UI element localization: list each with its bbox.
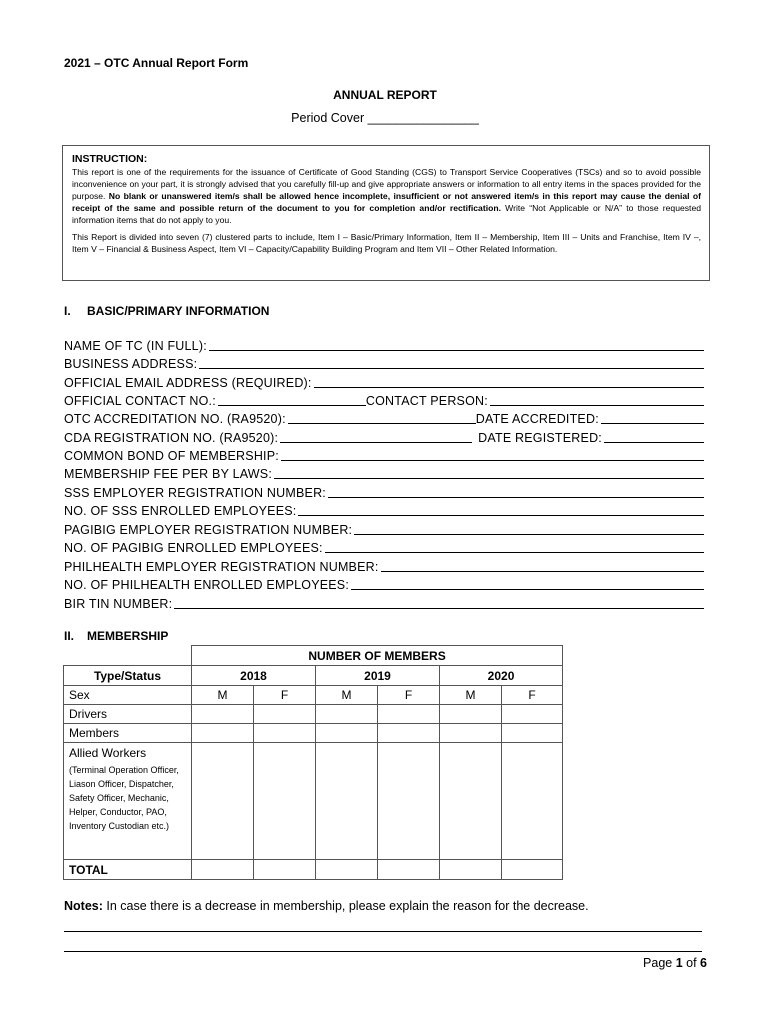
data-cell[interactable]: [316, 705, 378, 724]
field-label: CONTACT PERSON:: [365, 394, 488, 408]
number-of-members-header: NUMBER OF MEMBERS: [192, 646, 563, 666]
female-header: F: [254, 686, 316, 705]
data-cell[interactable]: [440, 705, 502, 724]
field-label: NAME OF TC (IN FULL):: [64, 339, 207, 353]
drivers-label: Drivers: [64, 705, 192, 724]
data-cell[interactable]: [440, 860, 502, 880]
table-corner: [64, 646, 192, 666]
data-cell[interactable]: [502, 860, 563, 880]
cda-registration-row: [64, 427, 704, 445]
instruction-paragraph-2: This Report is divided into seven (7) clustered parts to include, Item I – Basic/Primary Information, Item II – Membership, Item III – Units and Franchise, Item IV –, Item V – Financial & Business Aspect, Item VI – Capacity/Capability Building Program and Item VII – Other Related Information.: [72, 232, 701, 254]
field-label: BUSINESS ADDRESS:: [64, 357, 198, 371]
field-label: PHILHEALTH EMPLOYER REGISTRATION NUMBER:: [64, 560, 379, 574]
data-cell[interactable]: [502, 705, 563, 724]
notes: [64, 899, 589, 913]
page-of: of: [682, 956, 701, 970]
pagibig-enrolled-field[interactable]: [64, 537, 704, 555]
field-label: SSS EMPLOYER REGISTRATION NUMBER:: [64, 486, 326, 500]
pagibig-employer-field[interactable]: [64, 519, 704, 537]
instruction-box: [62, 145, 710, 281]
name-of-tc-field[interactable]: [64, 335, 704, 353]
business-address-field[interactable]: [64, 353, 704, 371]
field-label: BIR TIN NUMBER:: [64, 597, 173, 611]
sss-enrolled-field[interactable]: [64, 500, 704, 518]
page-word: Page: [643, 956, 676, 970]
allied-workers-note: (Terminal Operation Officer, Liason Officer, Dispatcher, Safety Officer, Mechanic, Helper, Conductor, PAO, Inventory Custodian etc.): [69, 765, 179, 831]
allied-workers-cell: [64, 743, 192, 860]
membership-table: [63, 645, 563, 880]
sss-employer-field[interactable]: [64, 482, 704, 500]
official-contact-field[interactable]: [218, 404, 366, 406]
male-header: M: [192, 686, 254, 705]
instruction-text: This report is one of the requirements for the issuance of Certificate of Good Standing (CGS) to Transport Service Cooperatives (TSCs) and so to avoid possible inconvenience on your part, it is strongly advised that you carefully fill-up and give appropriate answers or information to all entry items in the spaces provided for the purpose.: [72, 167, 701, 201]
female-header: F: [378, 686, 440, 705]
data-cell[interactable]: [316, 724, 378, 743]
instruction-paragraph-1: [72, 166, 701, 226]
members-label: Members: [64, 724, 192, 743]
female-header: F: [502, 686, 563, 705]
data-cell[interactable]: [378, 705, 440, 724]
data-cell[interactable]: [192, 724, 254, 743]
male-header: M: [316, 686, 378, 705]
data-cell[interactable]: [440, 724, 502, 743]
page-number: [643, 956, 707, 970]
cda-registration-field[interactable]: [280, 441, 472, 443]
data-cell[interactable]: [502, 724, 563, 743]
membership-fee-field[interactable]: [64, 463, 704, 481]
section-1-heading: [64, 304, 269, 318]
section-1-numeral: I.: [64, 304, 71, 318]
contact-person-field[interactable]: [490, 404, 704, 406]
otc-accreditation-row: [64, 408, 704, 426]
data-cell[interactable]: [378, 860, 440, 880]
field-label: OFFICIAL CONTACT NO.:: [64, 394, 216, 408]
section-2-numeral: II.: [64, 629, 75, 643]
data-cell[interactable]: [378, 724, 440, 743]
section-2-heading: [64, 629, 168, 643]
allied-workers-label: Allied Workers: [69, 746, 147, 760]
field-label: DATE REGISTERED:: [478, 431, 602, 445]
official-contact-row: [64, 390, 704, 408]
field-label: NO. OF PAGIBIG ENROLLED EMPLOYEES:: [64, 541, 323, 555]
common-bond-field[interactable]: [64, 445, 704, 463]
data-cell[interactable]: [192, 743, 254, 860]
field-label: NO. OF SSS ENROLLED EMPLOYEES:: [64, 504, 297, 518]
data-cell[interactable]: [192, 860, 254, 880]
table-row: [64, 860, 563, 880]
data-cell[interactable]: [440, 743, 502, 860]
period-cover-field[interactable]: Period Cover ________________: [291, 111, 479, 125]
sex-label: Sex: [64, 686, 192, 705]
year-header-2018: 2018: [192, 666, 316, 686]
instruction-heading: INSTRUCTION:: [72, 153, 148, 165]
data-cell[interactable]: [316, 860, 378, 880]
data-cell[interactable]: [254, 705, 316, 724]
instruction-text-tail: Write “Not Applicable or N/A” to those requested information items that do not apply to you.: [72, 203, 701, 225]
data-cell[interactable]: [378, 743, 440, 860]
data-cell[interactable]: [316, 743, 378, 860]
data-cell[interactable]: [192, 705, 254, 724]
notes-answer-line[interactable]: [64, 951, 702, 952]
otc-accreditation-field[interactable]: [288, 422, 476, 424]
philhealth-employer-field[interactable]: [64, 556, 704, 574]
table-row: [64, 724, 563, 743]
notes-label: Notes:: [64, 899, 103, 913]
notes-answer-line[interactable]: [64, 931, 702, 932]
bir-tin-field[interactable]: [64, 593, 704, 611]
table-row: [64, 705, 563, 724]
official-email-field[interactable]: [64, 372, 704, 390]
philhealth-enrolled-field[interactable]: [64, 574, 704, 592]
data-cell[interactable]: [254, 743, 316, 860]
male-header: M: [440, 686, 502, 705]
page-current: 1: [675, 956, 683, 970]
section-1-title: BASIC/PRIMARY INFORMATION: [87, 304, 270, 318]
field-label: DATE ACCREDITED:: [475, 412, 599, 426]
year-header-2020: 2020: [440, 666, 563, 686]
field-label: CDA REGISTRATION NO. (RA9520):: [64, 431, 279, 445]
notes-text: In case there is a decrease in membership, please explain the reason for the decrease.: [102, 899, 589, 913]
field-label: COMMON BOND OF MEMBERSHIP:: [64, 449, 279, 463]
section-2-title: MEMBERSHIP: [87, 629, 169, 643]
type-status-header: Type/Status: [64, 666, 192, 686]
field-label: OTC ACCREDITATION NO. (RA9520):: [64, 412, 286, 426]
date-accredited-field[interactable]: [601, 422, 704, 424]
data-cell[interactable]: [254, 724, 316, 743]
form-title: 2021 – OTC Annual Report Form: [64, 56, 249, 70]
field-label: MEMBERSHIP FEE PER BY LAWS:: [64, 467, 273, 481]
data-cell[interactable]: [254, 860, 316, 880]
field-label: OFFICIAL EMAIL ADDRESS (REQUIRED):: [64, 376, 312, 390]
table-row: [64, 743, 563, 860]
date-registered-field[interactable]: [604, 441, 704, 443]
page-total: 6: [700, 956, 707, 970]
report-title: ANNUAL REPORT: [333, 88, 437, 102]
total-label: TOTAL: [64, 860, 192, 880]
field-label: PAGIBIG EMPLOYER REGISTRATION NUMBER:: [64, 523, 353, 537]
year-header-2019: 2019: [316, 666, 440, 686]
field-label: NO. OF PHILHEALTH ENROLLED EMPLOYEES:: [64, 578, 350, 592]
data-cell[interactable]: [502, 743, 563, 860]
instruction-warning: No blank or unanswered item/s shall be allowed hence incomplete, insufficient or not answered item/s in this report may cause the denial of receipt of the same and possible return of the document to you for completion and/or rectification.: [72, 191, 701, 213]
